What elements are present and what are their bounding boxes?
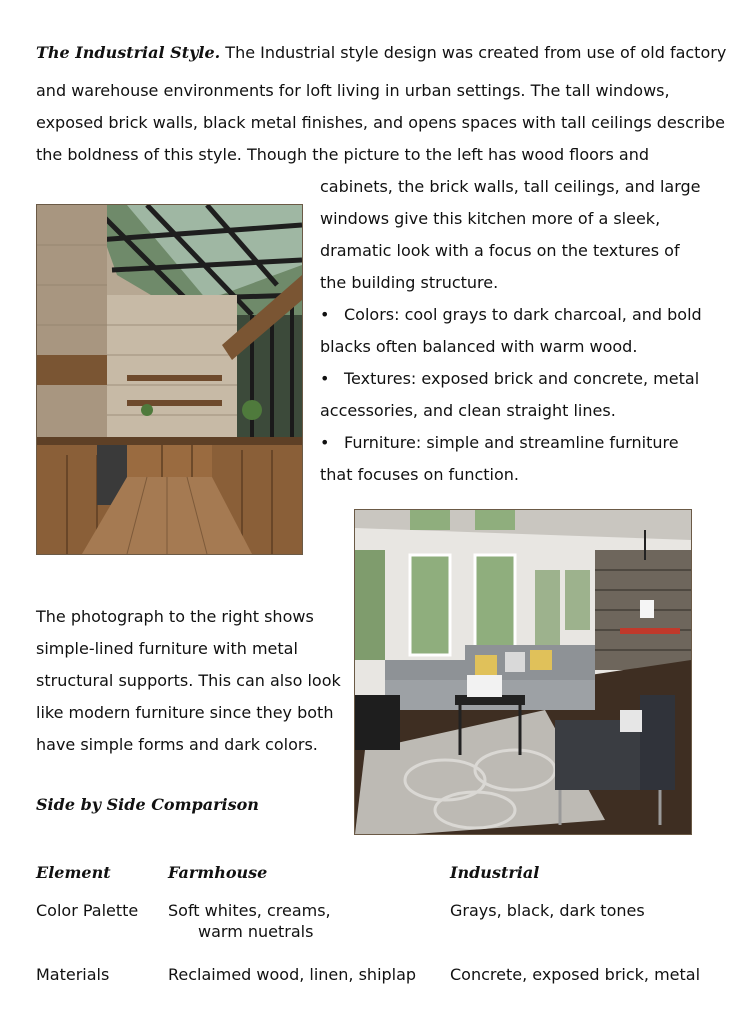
intro-right-line-3: dramatic look with a focus on the textures of [320, 241, 680, 260]
bullet-colors [320, 305, 702, 325]
bullet-textures-cont: accessories, and clean straight lines. [320, 401, 616, 420]
bullet-colors-cont: blacks often balanced with warm wood. [320, 337, 638, 356]
table-header-farmhouse: Farmhouse [168, 863, 268, 882]
intro-right-line-1: cabinets, the brick walls, tall ceilings, and large [320, 177, 701, 196]
photo-paragraph-line-2: simple-lined furniture with metal [36, 639, 298, 658]
bullet-glyph: • [320, 369, 330, 388]
table-cell-element: Color Palette [36, 901, 139, 920]
intro-line-3: exposed brick walls, black metal finishes, and opens spaces with tall ceilings describe [36, 113, 725, 132]
intro-heading: The Industrial Style. [36, 43, 221, 62]
photo-paragraph-line-4: like modern furniture since they both [36, 703, 334, 722]
bullet-colors-text: Colors: cool grays to dark charcoal, and bold [344, 305, 702, 324]
bullet-furniture-text: Furniture: simple and streamline furniture [344, 433, 679, 452]
table-cell-farmhouse: Reclaimed wood, linen, shiplap [168, 965, 417, 984]
intro-line-1-text: The Industrial style design was created from use of old factory [220, 43, 727, 62]
living-room-photo [354, 509, 692, 835]
photo-paragraph-line-1: The photograph to the right shows [36, 607, 314, 626]
comparison-title: Side by Side Comparison [36, 795, 259, 814]
bullet-textures-text: Textures: exposed brick and concrete, metal [344, 369, 700, 388]
bullet-glyph: • [320, 433, 330, 452]
photo-paragraph-line-5: have simple forms and dark colors. [36, 735, 318, 754]
table-cell-element: Materials [36, 965, 110, 984]
table-cell-industrial: Concrete, exposed brick, metal [450, 965, 701, 984]
intro-line-2: and warehouse environments for loft living in urban settings. The tall windows, [36, 81, 670, 100]
table-cell-farmhouse: Soft whites, creams, [168, 901, 331, 920]
table-cell-farmhouse-cont: warm nuetrals [198, 922, 314, 941]
intro-line-4: the boldness of this style. Though the picture to the left has wood floors and [36, 145, 650, 164]
intro-right-line-2: windows give this kitchen more of a sleek, [320, 209, 661, 228]
bullet-textures [320, 369, 699, 389]
bullet-furniture [320, 433, 679, 453]
table-cell-industrial: Grays, black, dark tones [450, 901, 645, 920]
intro-right-line-4: the building structure. [320, 273, 499, 292]
table-header-industrial: Industrial [450, 863, 540, 882]
table-header-element: Element [36, 863, 111, 882]
kitchen-photo [36, 204, 303, 555]
bullet-glyph: • [320, 305, 330, 324]
photo-paragraph-line-3: structural supports. This can also look [36, 671, 341, 690]
intro-line-1 [36, 43, 726, 63]
bullet-furniture-cont: that focuses on function. [320, 465, 519, 484]
